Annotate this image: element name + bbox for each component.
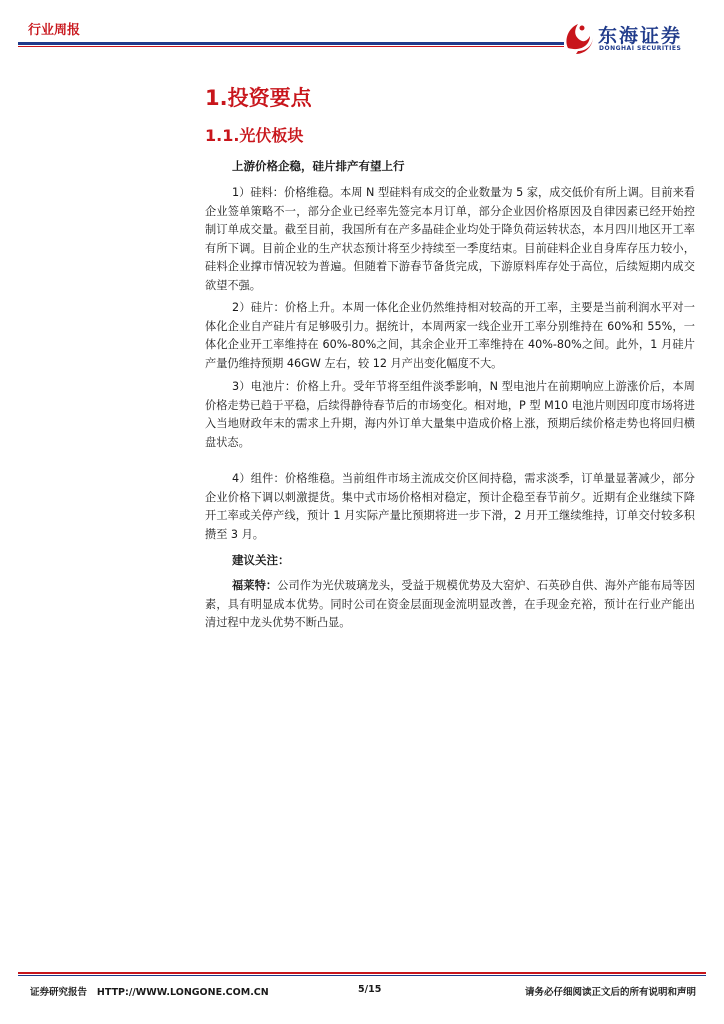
logo-subtitle: DONGHAI SECURITIES [599, 45, 682, 52]
footer-divider [18, 972, 706, 974]
recommendation-text: 公司作为光伏玻璃龙头，受益于规模优势及大窑炉、石英砂自供、海外产能布局等因素，具有明显成本优势。同时公司在资金层面现金流明显改善，在手现金充裕，预计在行业产能出清过程中龙头优势不断凸显。 [205, 579, 695, 630]
section-heading: 1.投资要点 [205, 86, 312, 110]
header-divider [18, 42, 564, 45]
company-logo [562, 18, 712, 60]
footer-website: 证券研究报告 HTTP://WWW.LONGONE.COM.CN [30, 987, 269, 998]
paragraph-wafer: 2）硅片：价格上升。本周一体化企业仍然维持相对较高的开工率，主要是当前利润水平对一体化企业自产硅片有足够吸引力。据统计，本周两家一线企业开工率分别维持在 60%和 55%，一体化企业开工率维持在 60%-80%之间，其余企业开工率维持在 40%-80%之间。此外，1 月硅片产量仍维持预期 46GW 左右，较 12 月产出变化幅度不大。 [205, 301, 695, 370]
paragraph-module: 4）组件：价格维稳。当前组件市场主流成交价区间持稳，需求淡季，订单量显著减少，部分企业价格下调以刺激提货。集中式市场价格相对稳定，预计企稳至春节前夕。近期有企业继续下降开工率或关停产线，预计 1 月实际产量比预期将进一步下滑，2 月开工继续维持，订单交付较多积攒至 3 月。 [205, 472, 695, 541]
subsection-heading: 1.1.光伏板块 [205, 126, 304, 145]
header-section-label: 行业周报 [28, 23, 81, 38]
header-divider-red [18, 46, 564, 47]
company-name: 福莱特： [232, 579, 278, 592]
footer-divider-blue [18, 975, 706, 976]
logo-emblem-icon [562, 18, 596, 58]
paragraph-cell: 3）电池片：价格上升。受年节将至组件淡季影响，N 型电池片在前期响应上游涨价后，本周价格走势已趋于平稳，后续得静待春节后的市场变化。相对地，P 型 M10 电池片则因印度市场将进入当地财政年末的需求上升期，海内外订单大量集中造成价格上涨，预期后续价格走势也将回归横盘状态。 [205, 380, 695, 449]
footer-disclaimer: 请务必仔细阅读正文后的所有说明和声明 [524, 987, 696, 998]
paragraph-polysilicon: 1）硅料：价格维稳。本周 N 型硅料有成交的企业数量为 5 家，成交低价有所上调。目前来看企业签单策略不一，部分企业已经率先签完本月订单，部分企业因价格原因及自律因素已经开始控制订单成交量。截至目前，我国所有在产多晶硅企业均处于降负荷运转状态，本月四川地区开工率有所下调。目前企业的生产状态预计将至少持续至一季度结束。目前硅料企业自身库存压力较小，硅料企业撑市情况较为普遍。但随着下游春节备货完成，下游原料库存处于高位，后续短期内成交欲望不强。 [205, 186, 695, 292]
recommendation-label: 建议关注： [232, 553, 290, 567]
logo-name: 东海证券 [598, 25, 683, 47]
summary-heading: 上游价格企稳，硅片排产有望上行 [232, 159, 405, 173]
paragraph-recommendation [205, 577, 695, 633]
page-number: 5/15 [358, 984, 382, 995]
